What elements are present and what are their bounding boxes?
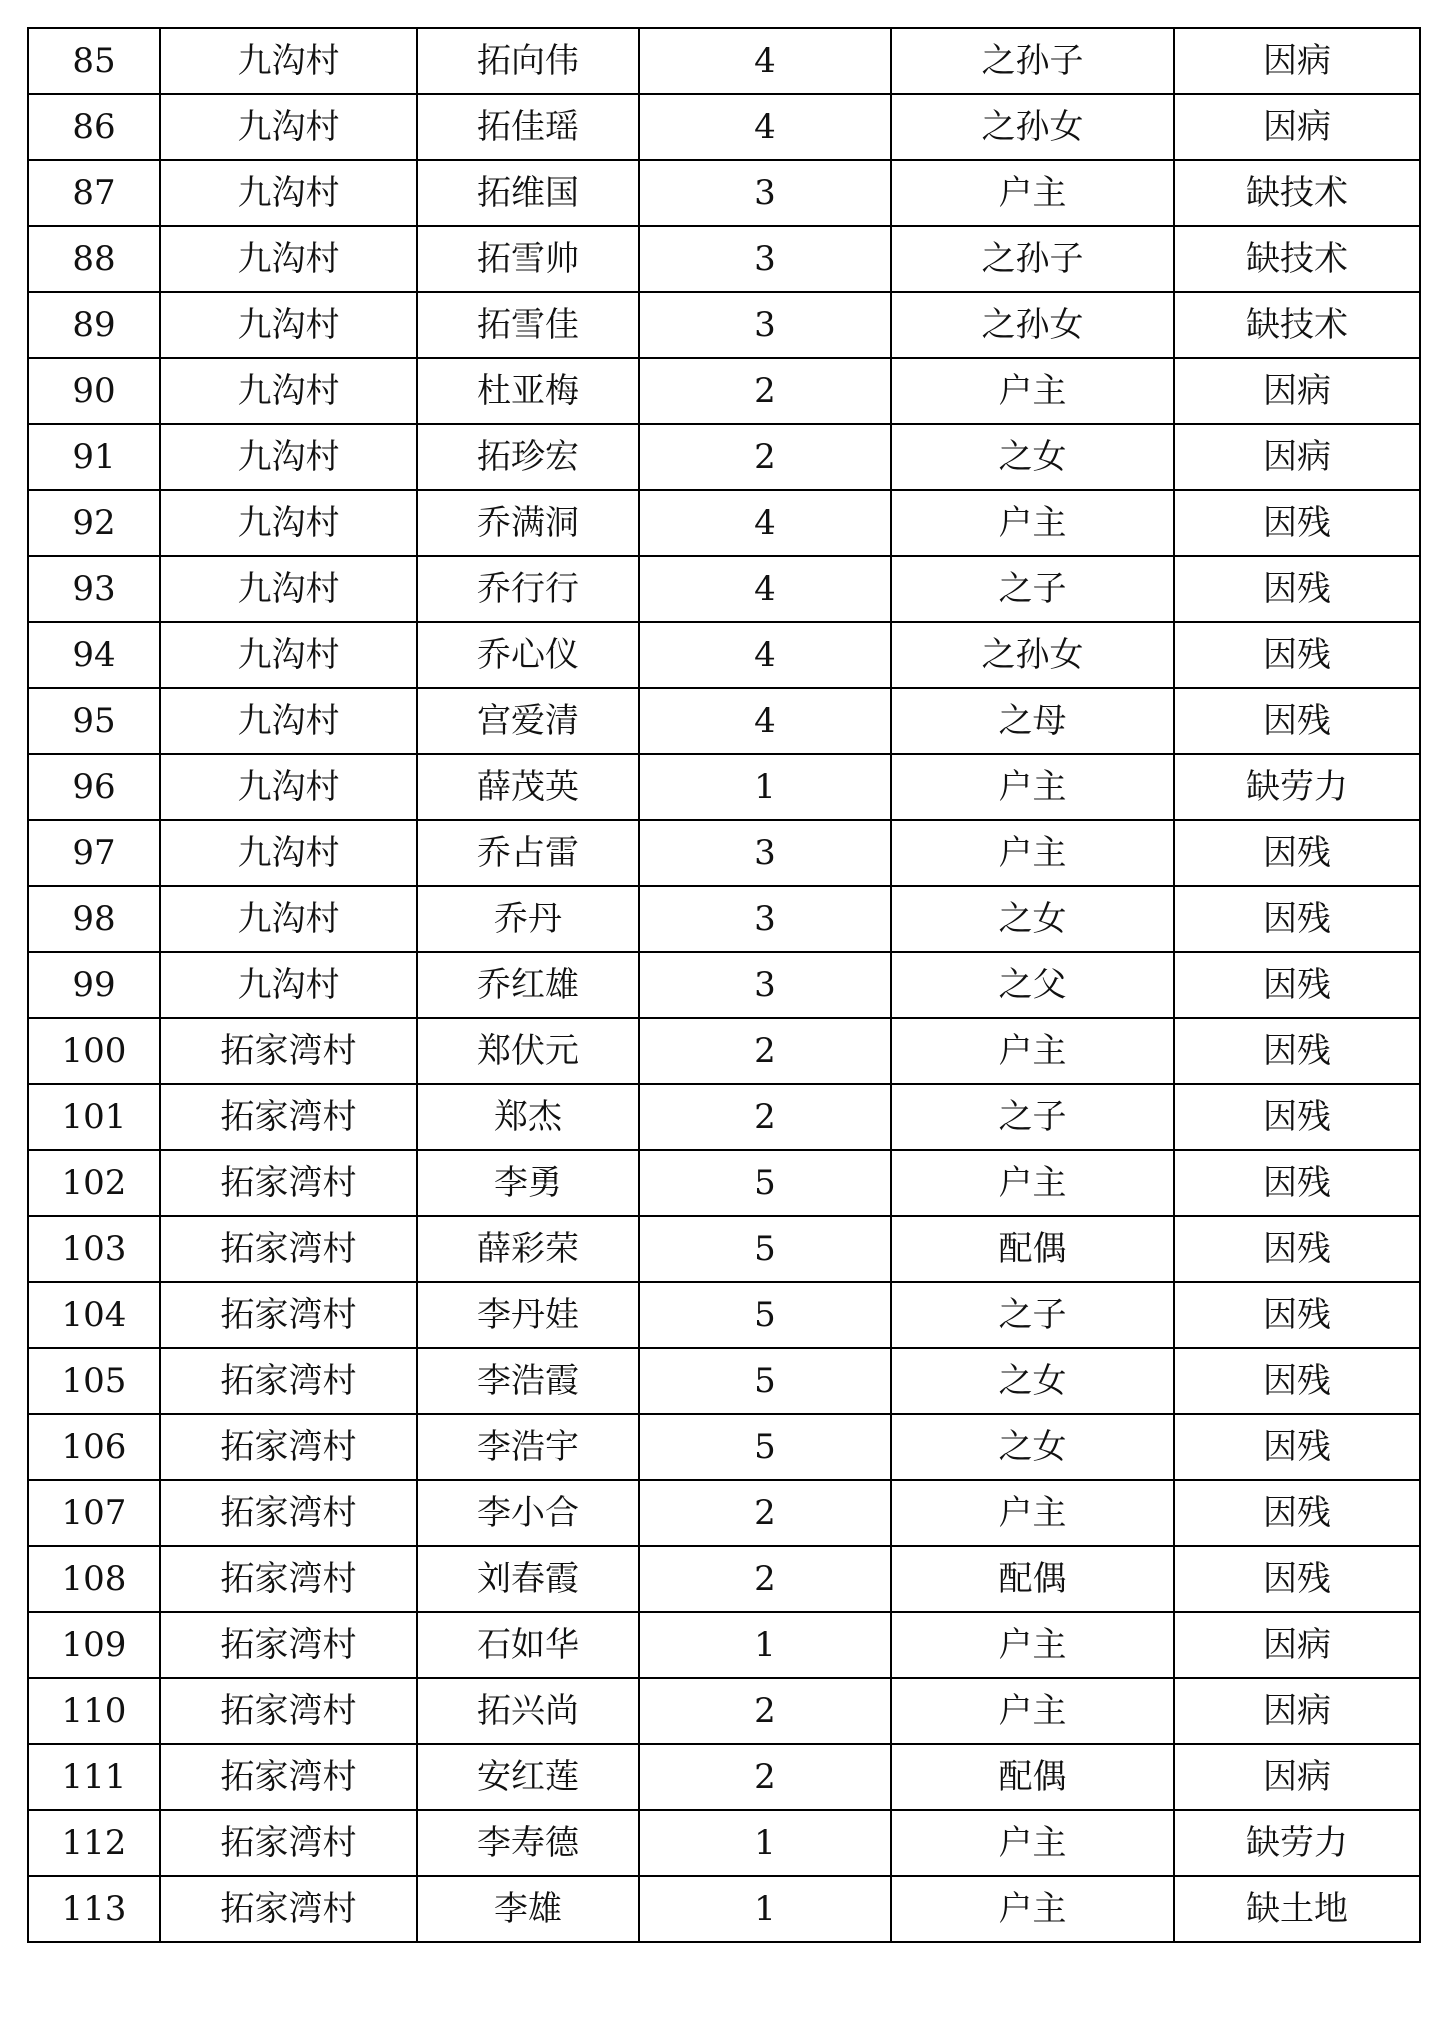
table-row <box>28 886 1420 952</box>
village-cell: 拓家湾村 <box>160 1216 417 1282</box>
household-size-cell: 5 <box>639 1348 891 1414</box>
relation-cell: 之女 <box>891 1348 1174 1414</box>
village-cell: 九沟村 <box>160 556 417 622</box>
row-number-cell: 98 <box>28 886 160 952</box>
table-row <box>28 28 1420 94</box>
poverty-reason-cell: 因残 <box>1174 1282 1420 1348</box>
poverty-reason-cell: 缺劳力 <box>1174 1810 1420 1876</box>
table-row <box>28 1018 1420 1084</box>
relation-cell: 户主 <box>891 1810 1174 1876</box>
relation-cell: 之孙女 <box>891 94 1174 160</box>
household-size-cell: 1 <box>639 1612 891 1678</box>
row-number-cell: 103 <box>28 1216 160 1282</box>
village-cell: 拓家湾村 <box>160 1150 417 1216</box>
name-cell: 薛彩荣 <box>417 1216 639 1282</box>
relation-cell: 配偶 <box>891 1744 1174 1810</box>
poverty-reason-cell: 因残 <box>1174 952 1420 1018</box>
row-number-cell: 106 <box>28 1414 160 1480</box>
village-cell: 九沟村 <box>160 688 417 754</box>
name-cell: 安红莲 <box>417 1744 639 1810</box>
relation-cell: 户主 <box>891 1876 1174 1942</box>
table-row <box>28 1084 1420 1150</box>
row-number-cell: 97 <box>28 820 160 886</box>
household-size-cell: 4 <box>639 490 891 556</box>
poverty-reason-cell: 因残 <box>1174 1216 1420 1282</box>
household-size-cell: 4 <box>639 94 891 160</box>
row-number-cell: 112 <box>28 1810 160 1876</box>
row-number-cell: 111 <box>28 1744 160 1810</box>
household-size-cell: 3 <box>639 886 891 952</box>
household-size-cell: 5 <box>639 1216 891 1282</box>
name-cell: 刘春霞 <box>417 1546 639 1612</box>
poverty-reason-cell: 因病 <box>1174 1678 1420 1744</box>
table-row <box>28 226 1420 292</box>
row-number-cell: 96 <box>28 754 160 820</box>
row-number-cell: 109 <box>28 1612 160 1678</box>
village-cell: 九沟村 <box>160 94 417 160</box>
poverty-reason-cell: 缺技术 <box>1174 292 1420 358</box>
row-number-cell: 108 <box>28 1546 160 1612</box>
household-size-cell: 4 <box>639 688 891 754</box>
relation-cell: 之子 <box>891 556 1174 622</box>
name-cell: 拓维国 <box>417 160 639 226</box>
household-size-cell: 1 <box>639 754 891 820</box>
poverty-reason-cell: 因残 <box>1174 1480 1420 1546</box>
row-number-cell: 87 <box>28 160 160 226</box>
table-row <box>28 358 1420 424</box>
table-row <box>28 754 1420 820</box>
table-row <box>28 1876 1420 1942</box>
row-number-cell: 105 <box>28 1348 160 1414</box>
relation-cell: 之孙女 <box>891 292 1174 358</box>
table-row <box>28 1744 1420 1810</box>
name-cell: 石如华 <box>417 1612 639 1678</box>
relation-cell: 之子 <box>891 1282 1174 1348</box>
row-number-cell: 102 <box>28 1150 160 1216</box>
household-size-cell: 3 <box>639 292 891 358</box>
table-row <box>28 622 1420 688</box>
village-cell: 拓家湾村 <box>160 1084 417 1150</box>
name-cell: 李小合 <box>417 1480 639 1546</box>
table-row <box>28 1282 1420 1348</box>
household-size-cell: 2 <box>639 1744 891 1810</box>
household-size-cell: 4 <box>639 556 891 622</box>
village-cell: 九沟村 <box>160 490 417 556</box>
row-number-cell: 85 <box>28 28 160 94</box>
poverty-reason-cell: 因残 <box>1174 1018 1420 1084</box>
household-size-cell: 2 <box>639 1480 891 1546</box>
village-cell: 拓家湾村 <box>160 1678 417 1744</box>
table-row <box>28 1612 1420 1678</box>
village-cell: 拓家湾村 <box>160 1744 417 1810</box>
poverty-reason-cell: 因病 <box>1174 94 1420 160</box>
poverty-reason-cell: 因残 <box>1174 1084 1420 1150</box>
table-row <box>28 1480 1420 1546</box>
poverty-reason-cell: 缺土地 <box>1174 1876 1420 1942</box>
household-size-cell: 1 <box>639 1876 891 1942</box>
village-cell: 拓家湾村 <box>160 1018 417 1084</box>
household-size-cell: 2 <box>639 358 891 424</box>
row-number-cell: 86 <box>28 94 160 160</box>
name-cell: 李雄 <box>417 1876 639 1942</box>
poverty-reason-cell: 因残 <box>1174 1150 1420 1216</box>
name-cell: 薛茂英 <box>417 754 639 820</box>
poverty-reason-cell: 因残 <box>1174 1546 1420 1612</box>
table-row <box>28 952 1420 1018</box>
poverty-reason-cell: 因残 <box>1174 556 1420 622</box>
relation-cell: 配偶 <box>891 1546 1174 1612</box>
row-number-cell: 89 <box>28 292 160 358</box>
household-size-cell: 3 <box>639 226 891 292</box>
name-cell: 李丹娃 <box>417 1282 639 1348</box>
household-size-cell: 2 <box>639 424 891 490</box>
village-cell: 拓家湾村 <box>160 1414 417 1480</box>
village-cell: 拓家湾村 <box>160 1612 417 1678</box>
household-size-cell: 2 <box>639 1018 891 1084</box>
table-row <box>28 1414 1420 1480</box>
household-size-cell: 1 <box>639 1810 891 1876</box>
relation-cell: 之孙子 <box>891 226 1174 292</box>
relation-cell: 户主 <box>891 1150 1174 1216</box>
poverty-reason-cell: 因残 <box>1174 820 1420 886</box>
row-number-cell: 94 <box>28 622 160 688</box>
table-row <box>28 1150 1420 1216</box>
relation-cell: 户主 <box>891 160 1174 226</box>
name-cell: 乔红雄 <box>417 952 639 1018</box>
name-cell: 拓雪帅 <box>417 226 639 292</box>
name-cell: 李浩宇 <box>417 1414 639 1480</box>
name-cell: 郑伏元 <box>417 1018 639 1084</box>
relation-cell: 之孙女 <box>891 622 1174 688</box>
village-cell: 拓家湾村 <box>160 1546 417 1612</box>
poverty-reason-cell: 缺技术 <box>1174 226 1420 292</box>
row-number-cell: 90 <box>28 358 160 424</box>
table-row <box>28 688 1420 754</box>
village-cell: 九沟村 <box>160 820 417 886</box>
household-size-cell: 5 <box>639 1414 891 1480</box>
household-size-cell: 3 <box>639 952 891 1018</box>
relation-cell: 户主 <box>891 490 1174 556</box>
row-number-cell: 107 <box>28 1480 160 1546</box>
household-table <box>27 27 1421 1943</box>
relation-cell: 之父 <box>891 952 1174 1018</box>
household-size-cell: 4 <box>639 28 891 94</box>
poverty-reason-cell: 因病 <box>1174 1744 1420 1810</box>
household-size-cell: 2 <box>639 1546 891 1612</box>
poverty-reason-cell: 因残 <box>1174 1414 1420 1480</box>
name-cell: 乔丹 <box>417 886 639 952</box>
poverty-reason-cell: 缺劳力 <box>1174 754 1420 820</box>
village-cell: 九沟村 <box>160 952 417 1018</box>
table-row <box>28 1810 1420 1876</box>
table-row <box>28 490 1420 556</box>
household-size-cell: 4 <box>639 622 891 688</box>
relation-cell: 户主 <box>891 1018 1174 1084</box>
table-row <box>28 556 1420 622</box>
relation-cell: 户主 <box>891 820 1174 886</box>
row-number-cell: 100 <box>28 1018 160 1084</box>
poverty-reason-cell: 因病 <box>1174 358 1420 424</box>
table-row <box>28 424 1420 490</box>
village-cell: 九沟村 <box>160 358 417 424</box>
table-row <box>28 94 1420 160</box>
row-number-cell: 93 <box>28 556 160 622</box>
relation-cell: 之母 <box>891 688 1174 754</box>
poverty-reason-cell: 因残 <box>1174 490 1420 556</box>
name-cell: 乔行行 <box>417 556 639 622</box>
row-number-cell: 91 <box>28 424 160 490</box>
village-cell: 九沟村 <box>160 292 417 358</box>
table-body <box>28 28 1420 1942</box>
household-size-cell: 2 <box>639 1678 891 1744</box>
relation-cell: 户主 <box>891 1612 1174 1678</box>
relation-cell: 之女 <box>891 424 1174 490</box>
relation-cell: 之女 <box>891 886 1174 952</box>
table-row <box>28 1348 1420 1414</box>
village-cell: 九沟村 <box>160 28 417 94</box>
relation-cell: 之女 <box>891 1414 1174 1480</box>
row-number-cell: 113 <box>28 1876 160 1942</box>
relation-cell: 户主 <box>891 358 1174 424</box>
row-number-cell: 95 <box>28 688 160 754</box>
table-row <box>28 160 1420 226</box>
name-cell: 乔占雷 <box>417 820 639 886</box>
household-size-cell: 3 <box>639 820 891 886</box>
relation-cell: 户主 <box>891 1678 1174 1744</box>
village-cell: 九沟村 <box>160 886 417 952</box>
row-number-cell: 110 <box>28 1678 160 1744</box>
village-cell: 拓家湾村 <box>160 1282 417 1348</box>
table-row <box>28 1546 1420 1612</box>
village-cell: 九沟村 <box>160 424 417 490</box>
relation-cell: 配偶 <box>891 1216 1174 1282</box>
relation-cell: 户主 <box>891 1480 1174 1546</box>
village-cell: 拓家湾村 <box>160 1810 417 1876</box>
village-cell: 九沟村 <box>160 622 417 688</box>
poverty-reason-cell: 因残 <box>1174 688 1420 754</box>
relation-cell: 之孙子 <box>891 28 1174 94</box>
village-cell: 拓家湾村 <box>160 1480 417 1546</box>
village-cell: 九沟村 <box>160 226 417 292</box>
name-cell: 拓兴尚 <box>417 1678 639 1744</box>
poverty-reason-cell: 因病 <box>1174 1612 1420 1678</box>
table-row <box>28 292 1420 358</box>
household-size-cell: 5 <box>639 1150 891 1216</box>
name-cell: 宫爱清 <box>417 688 639 754</box>
relation-cell: 户主 <box>891 754 1174 820</box>
name-cell: 郑杰 <box>417 1084 639 1150</box>
row-number-cell: 88 <box>28 226 160 292</box>
name-cell: 拓佳瑶 <box>417 94 639 160</box>
household-size-cell: 3 <box>639 160 891 226</box>
table-row <box>28 1216 1420 1282</box>
village-cell: 拓家湾村 <box>160 1348 417 1414</box>
poverty-reason-cell: 因残 <box>1174 886 1420 952</box>
village-cell: 拓家湾村 <box>160 1876 417 1942</box>
name-cell: 乔满洞 <box>417 490 639 556</box>
name-cell: 乔心仪 <box>417 622 639 688</box>
row-number-cell: 92 <box>28 490 160 556</box>
name-cell: 拓雪佳 <box>417 292 639 358</box>
name-cell: 拓珍宏 <box>417 424 639 490</box>
name-cell: 李寿德 <box>417 1810 639 1876</box>
row-number-cell: 101 <box>28 1084 160 1150</box>
table-row <box>28 1678 1420 1744</box>
poverty-reason-cell: 因残 <box>1174 1348 1420 1414</box>
name-cell: 李勇 <box>417 1150 639 1216</box>
household-size-cell: 2 <box>639 1084 891 1150</box>
household-size-cell: 5 <box>639 1282 891 1348</box>
poverty-reason-cell: 缺技术 <box>1174 160 1420 226</box>
village-cell: 九沟村 <box>160 160 417 226</box>
name-cell: 拓向伟 <box>417 28 639 94</box>
row-number-cell: 99 <box>28 952 160 1018</box>
poverty-reason-cell: 因病 <box>1174 424 1420 490</box>
poverty-reason-cell: 因残 <box>1174 622 1420 688</box>
poverty-reason-cell: 因病 <box>1174 28 1420 94</box>
relation-cell: 之子 <box>891 1084 1174 1150</box>
row-number-cell: 104 <box>28 1282 160 1348</box>
name-cell: 杜亚梅 <box>417 358 639 424</box>
name-cell: 李浩霞 <box>417 1348 639 1414</box>
table-row <box>28 820 1420 886</box>
village-cell: 九沟村 <box>160 754 417 820</box>
